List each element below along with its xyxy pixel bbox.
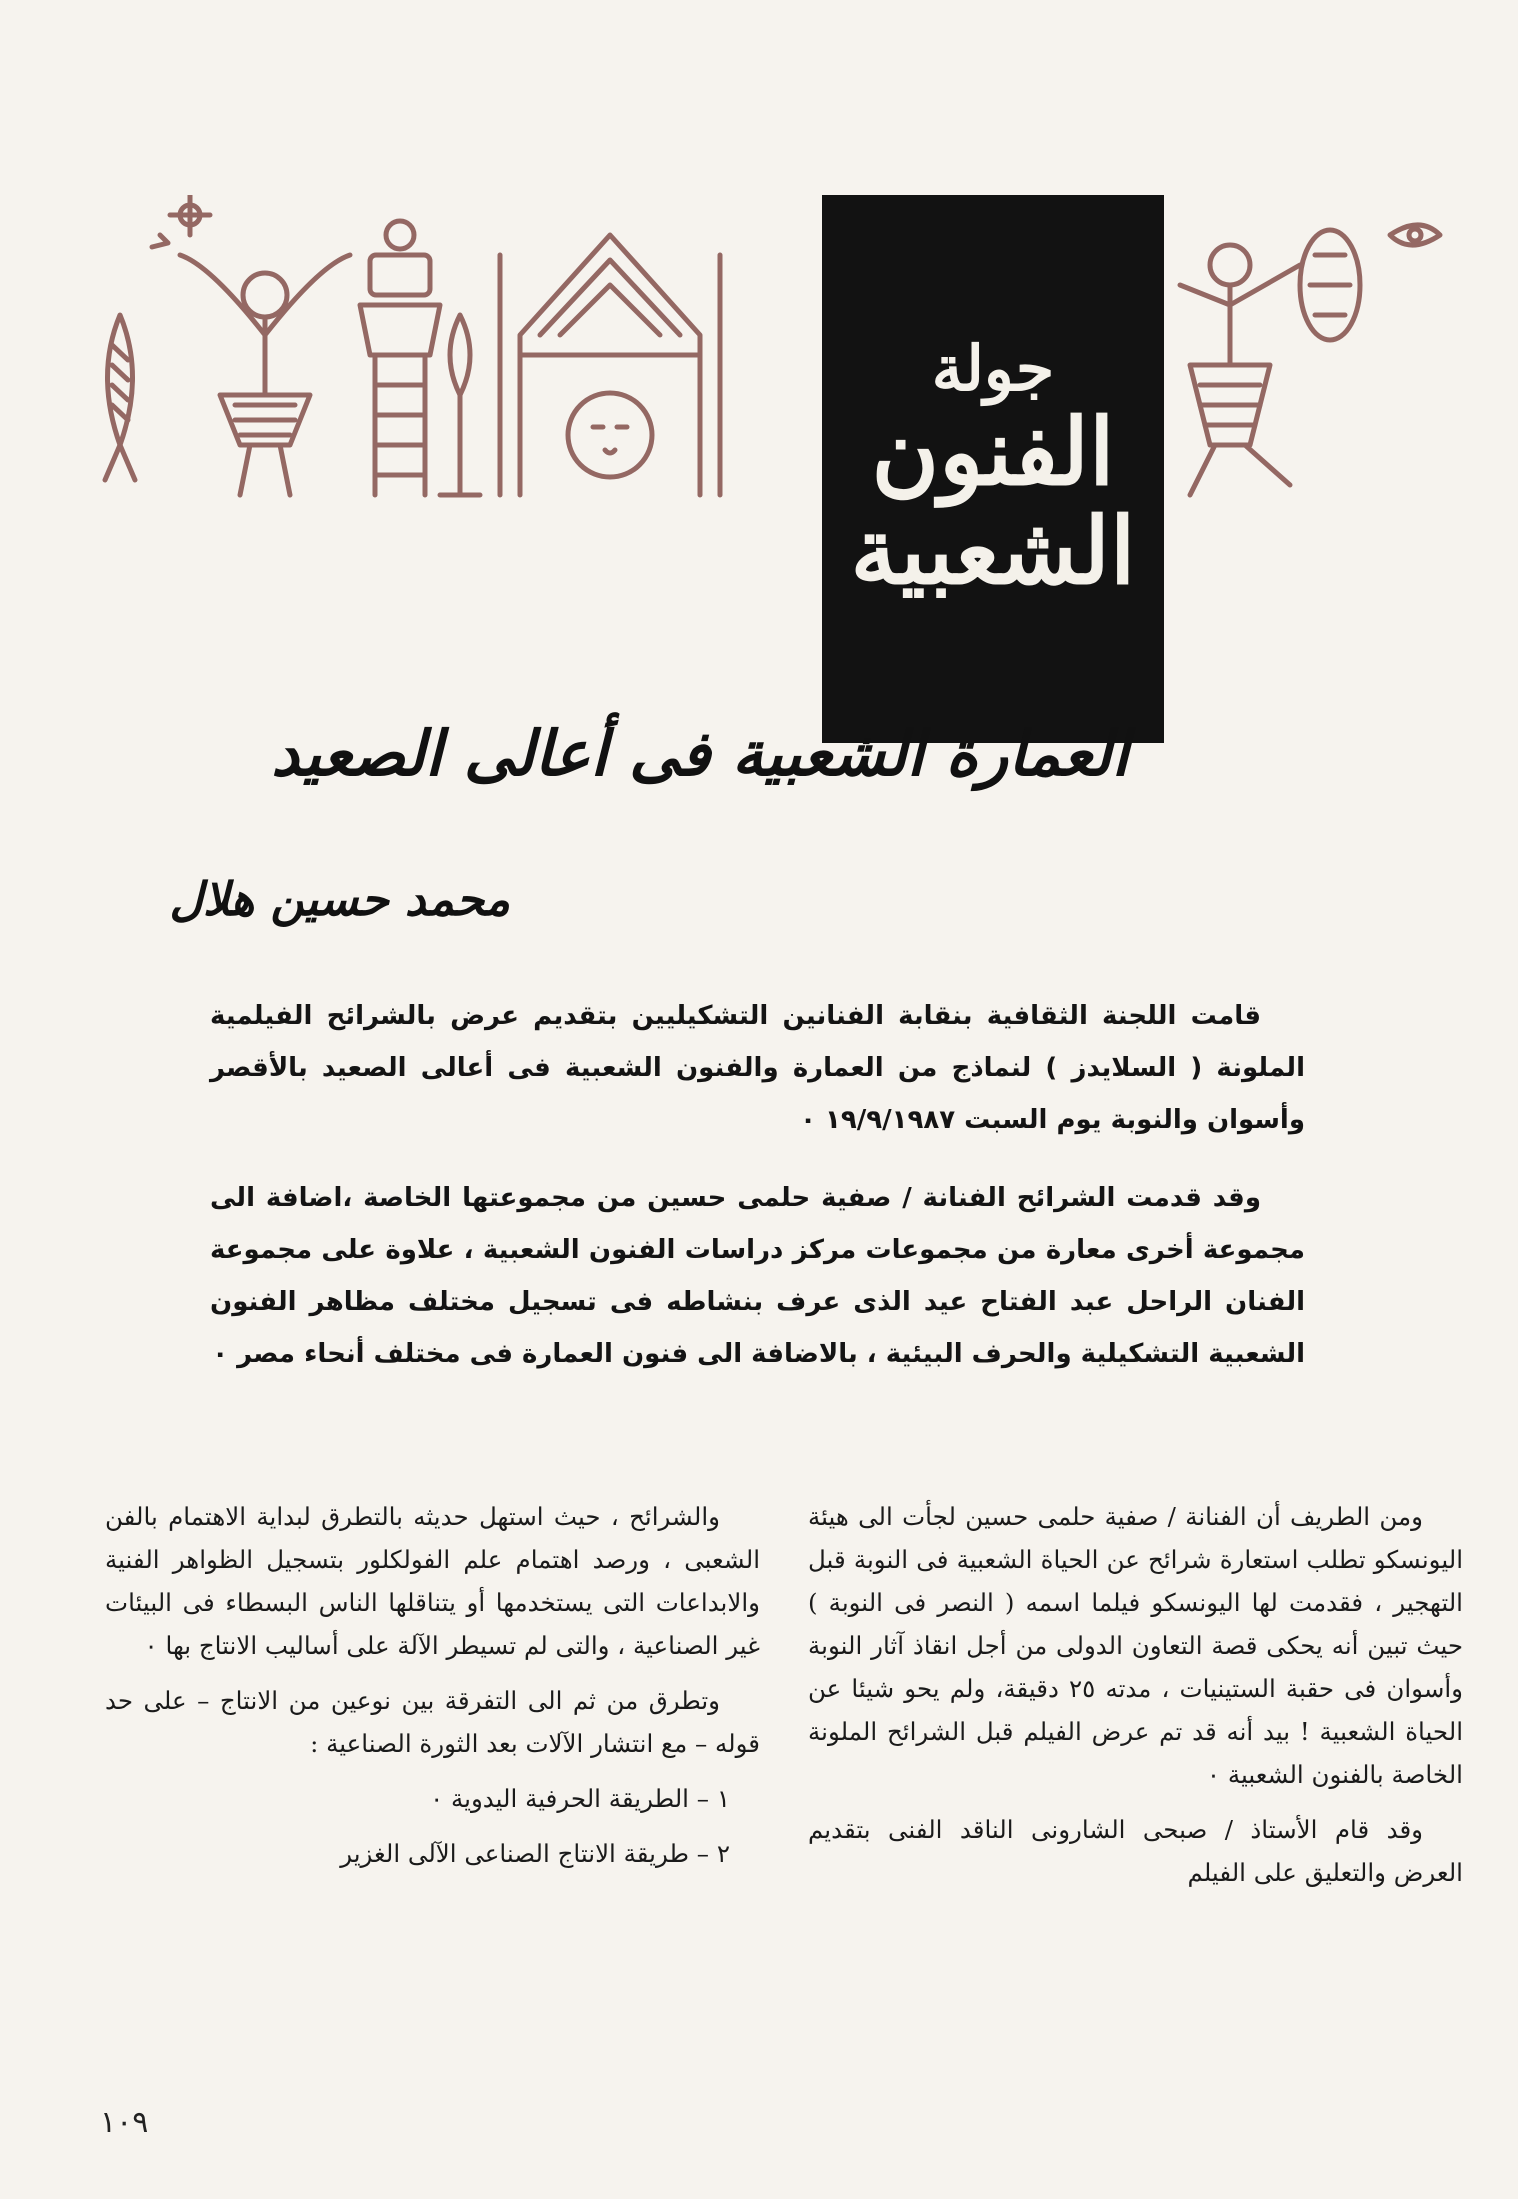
article-intro: [210, 990, 1305, 1406]
intro-paragraph: وقد قدمت الشرائح الفنانة / صفية حلمى حسين من مجموعتها الخاصة ،اضافة الى مجموعة أخرى معارة من مجموعات مركز دراسات الفنون الشعبية ، علاوة على مجموعة الفنان الراحل عبد الفتاح عيد الذى عرف بنشاطه فى تسجيل مختلف مظاهر الفنون الشعبية التشكيلية والحرف البيئية ، بالاضافة الى فنون العمارة فى مختلف أنحاء مصر ٠: [210, 1183, 1305, 1369]
series-title-line-2: الفنون: [871, 398, 1115, 507]
woman-motif: [1180, 230, 1360, 495]
series-title-line-1: جولة: [931, 332, 1055, 406]
folk-art-banner: [100, 195, 1450, 606]
body-paragraph: والشرائح ، حيث استهل حديثه بالتطرق لبداية الاهتمام بالفن الشعبى ، ورصد اهتمام علم الفولكلور بتسجيل الظواهر الفنية والابداعات التى يستخدمها أو يتناقلها الناس البسطاء فى البيئات غير الصناعية ، والتى لم تسيطر الآلة على أساليب الانتاج بها ٠: [105, 1502, 760, 1660]
series-title-box: [822, 195, 1164, 743]
list-item: ١ – الطريقة الحرفية اليدوية ٠: [430, 1784, 730, 1813]
folk-art-illustration: [100, 195, 1450, 515]
house-motif: [500, 235, 720, 495]
article-title: العمارة الشعبية فى أعالى الصعيد: [271, 716, 1129, 790]
body-paragraph: وتطرق من ثم الى التفرقة بين نوعين من الانتاج – على حد قوله – مع انتشار الآلات بعد الثورة الصناعية :: [105, 1686, 760, 1758]
totem-motif: [360, 221, 480, 495]
fish-motif: [105, 315, 135, 480]
dancer-motif: [152, 235, 350, 495]
list-item: ٢ – طريقة الانتاج الصناعى الآلى الغزير: [340, 1839, 730, 1868]
body-paragraph: ومن الطريف أن الفنانة / صفية حلمى حسين لجأت الى هيئة اليونسكو تطلب استعارة شرائح عن الحياة الشعبية فى النوبة قبل التهجير ، فقدمت لها اليونسكو فيلما اسمه ( النصر فى النوبة ) حيث تبين أنه يحكى قصة التعاون الدولى من أجل انقاذ آثار النوبة وأسوان فى حقبة الستينيات ، مدته ٢٥ دقيقة، ولم يحو شيئا عن الحياة الشعبية ! بيد أنه قد تم عرض الفيلم قبل الشرائح الملونة الخاصة بالفنون الشعبية ٠: [808, 1502, 1463, 1789]
flower-motif: [170, 195, 1440, 249]
series-title-line-3: الشعبية: [850, 497, 1136, 606]
body-column-left: [105, 1495, 760, 1887]
body-paragraph: وقد قام الأستاذ / صبحى الشارونى الناقد الفنى بتقديم العرض والتعليق على الفيلم: [808, 1815, 1463, 1887]
author-name: محمد حسين هلال: [169, 872, 510, 926]
page-number: ١٠٩: [100, 2105, 149, 2140]
body-column-right: [808, 1495, 1463, 1906]
intro-paragraph: قامت اللجنة الثقافية بنقابة الفنانين التشكيليين بتقديم عرض بالشرائح الفيلمية الملونة ( السلايدز ) لنماذج من العمارة والفنون الشعبية فى أعالى الصعيد بالأقصر وأسوان والنوبة يوم السبت ١٩/٩/١٩٨٧ ٠: [210, 1001, 1305, 1135]
